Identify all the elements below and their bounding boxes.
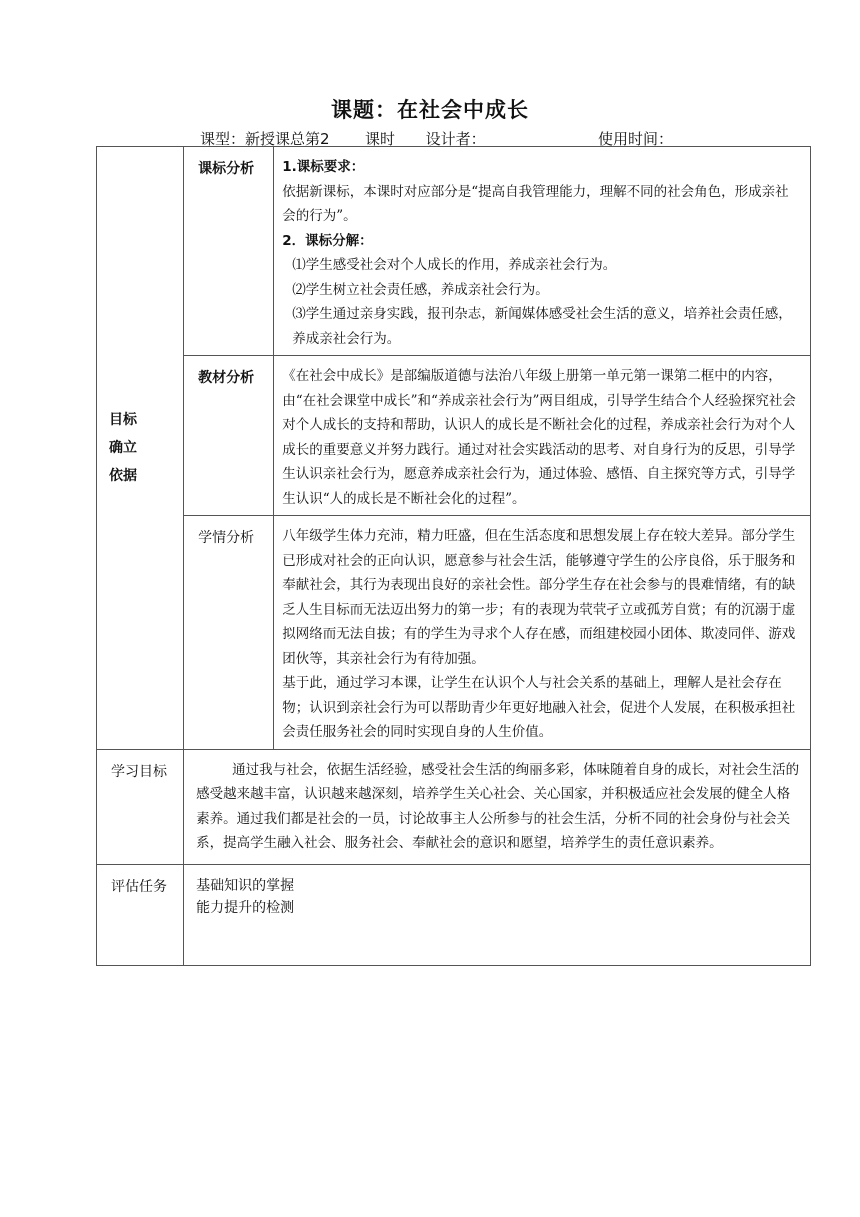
table-row [97, 864, 811, 965]
textbook-analysis-text: 《在社会中成长》是部编版道德与法治八年级上册第一单元第一课第二框中的内容，由“在社会课堂中成长”和“养成亲社会行为”两目组成，引导学生结合个人经验探究社会对个人成长的支持和帮助，认识人的成长是不断社会化的过程，养成亲社会行为对个人成长的重要意义并努力践行。通过对社会实践活动的思考、对自身行为的反思，引导学生认识亲社会行为，愿意养成亲社会行为，通过体验、感悟、自主探究等方式，引导学生认识“人的成长是不断社会化的过程”。 [282, 368, 796, 507]
designer-label: 设计者： [425, 130, 486, 148]
table-row [97, 356, 811, 516]
label-line: 依据 [109, 467, 137, 484]
list-item: 能力提升的检测 [196, 899, 295, 916]
course-type: 课型：新授课总第2 [200, 130, 330, 148]
curriculum-analysis-label: 课标分析 [198, 161, 255, 177]
learner-analysis-label: 学情分析 [198, 530, 255, 546]
learning-goal-text: 通过我与社会，依据生活经验，感受社会生活的绚丽多彩，体味随着自身的成长，对社会生活的感受越来越丰富，认识越来越深刻，培养学生关心社会、关心国家，并积极适应社会发展的健全人格素养。通过我们都是社会的一员，讨论故事主人公所参与的社会生活，分析不同的社会身份与社会关系，提高学生融入社会、服务社会、奉献社会的意识和愿望，培养学生的责任意识素养。 [196, 761, 800, 851]
table-row [97, 749, 811, 864]
lesson-plan-table [96, 146, 811, 966]
list-item: ⑶学生通过亲身实践，报刊杂志，新闻媒体感受社会生活的意义，培养社会责任感，养成亲社会行为。 [292, 306, 792, 347]
requirement-heading: 1.课标要求： [282, 159, 365, 175]
lesson-unit: 课时 [364, 130, 395, 148]
curriculum-analysis-content [274, 147, 810, 355]
requirement-text: 依据新课标，本课时对应部分是“提高自我管理能力，理解不同的社会角色，形成亲社会的行为”。 [282, 183, 789, 224]
learner-analysis-para: 基于此，通过学习本课，让学生在认识个人与社会关系的基础上，理解人是社会存在物；认识到亲社会行为可以帮助青少年更好地融入社会，促进个人发展，在积极承担社会责任服务社会的同时实现自身的人生价值。 [282, 675, 796, 740]
page-title: 课题：在社会中成长 [331, 98, 529, 122]
usage-time-label: 使用时间： [598, 130, 674, 148]
list-item: ⑵学生树立社会责任感，养成亲社会行为。 [292, 281, 549, 298]
assessment-label: 评估任务 [111, 878, 167, 895]
label-line: 确立 [109, 439, 137, 456]
table-row [97, 147, 811, 356]
table-row [97, 516, 811, 750]
learning-goal-content [184, 750, 810, 864]
breakdown-heading: 2．课标分解： [282, 232, 373, 249]
goal-basis-label [97, 147, 184, 750]
textbook-analysis-label: 教材分析 [198, 370, 255, 386]
assessment-content [184, 865, 810, 965]
learner-analysis-content [274, 516, 810, 749]
list-item: 基础知识的掌握 [196, 877, 295, 894]
list-item: ⑴学生感受社会对个人成长的作用，养成亲社会行为。 [292, 257, 617, 273]
label-line: 目标 [109, 411, 137, 428]
textbook-analysis-content [274, 356, 810, 515]
learner-analysis-para: 八年级学生体力充沛，精力旺盛，但在生活态度和思想发展上存在较大差异。部分学生已形成对社会的正向认识，愿意参与社会生活，能够遵守学生的公序良俗，乐于服务和奉献社会，其行为表现出良好的亲社会性。部分学生存在社会参与的畏难情绪，有的缺乏人生目标而无法迈出努力的第一步；有的表现为茕茕孑立或孤芳自赏；有的沉溺于虚拟网络而无法自拔；有的学生为寻求个人存在感，而组建校园小团体、欺凌同伴、游戏团伙等，其亲社会行为有待加强。 [282, 528, 796, 667]
learning-goal-label: 学习目标 [111, 763, 167, 780]
